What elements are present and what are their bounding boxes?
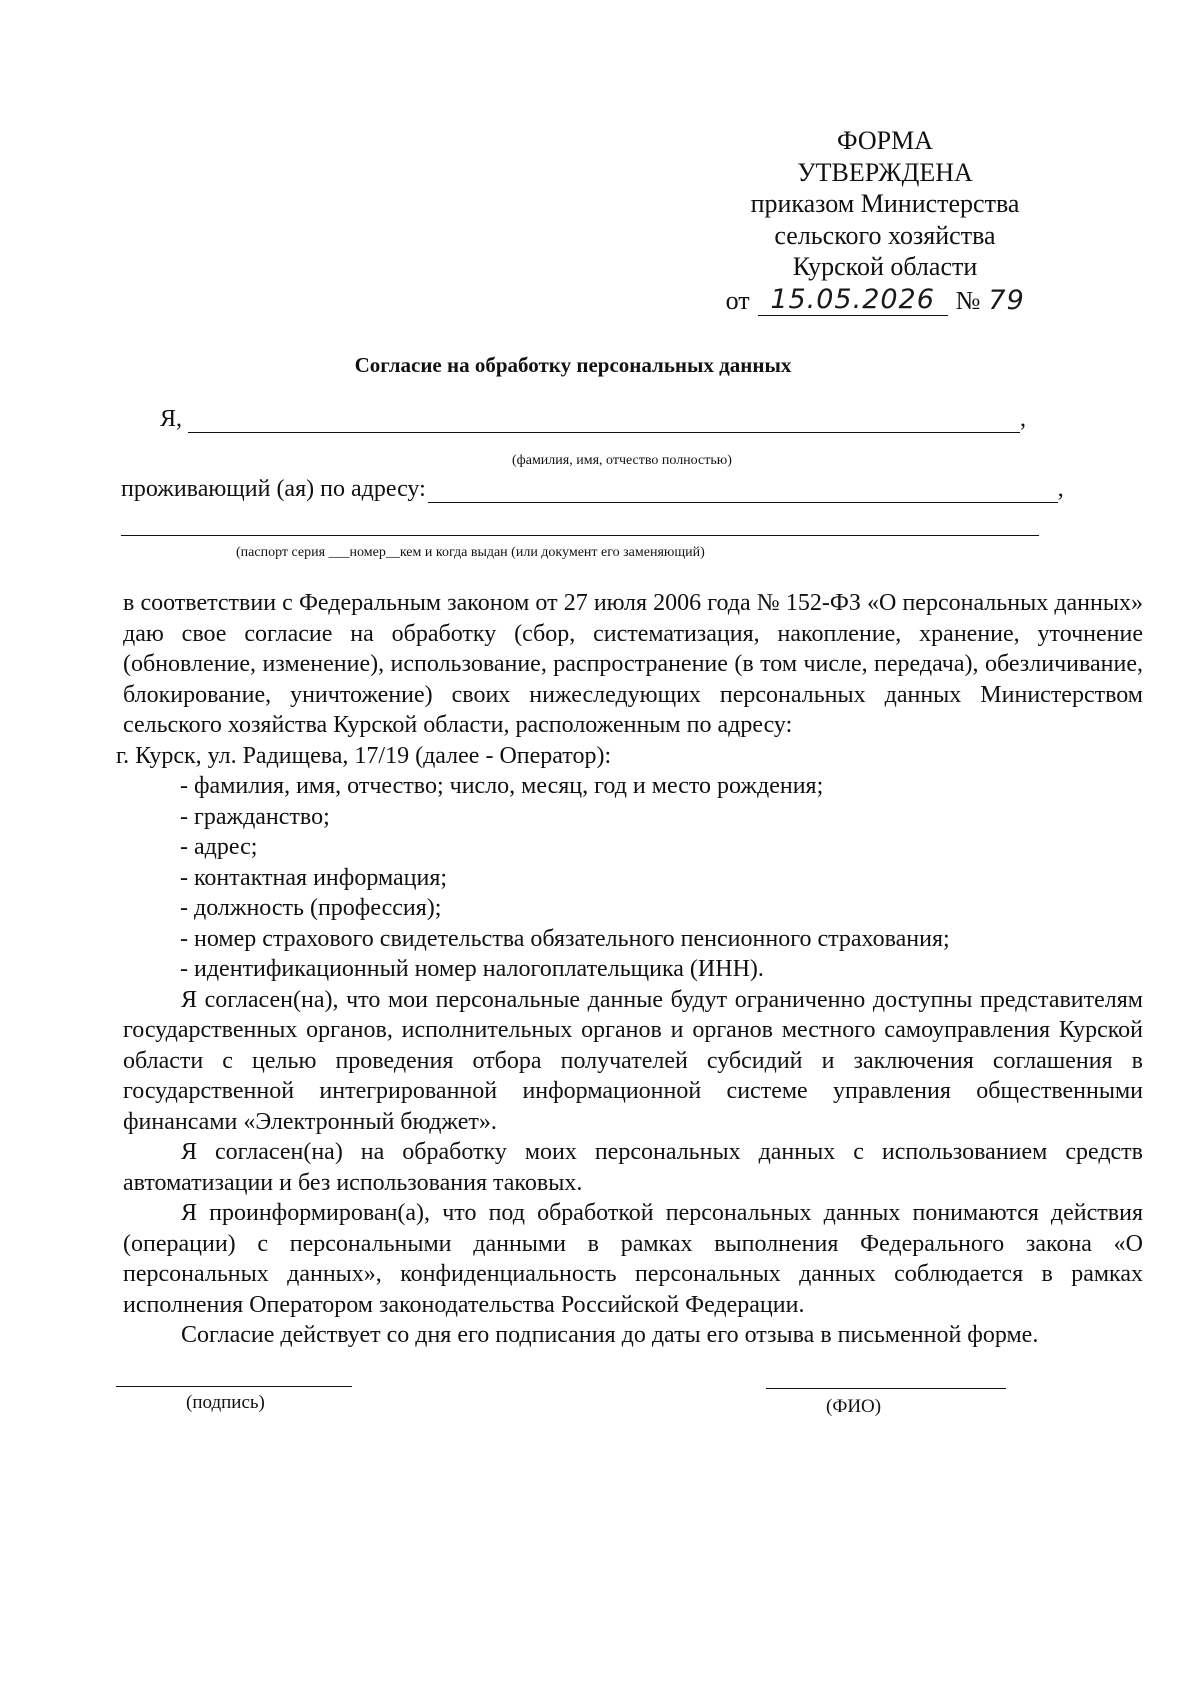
list-item: - должность (профессия);	[180, 895, 442, 921]
list-item: - гражданство;	[180, 803, 330, 830]
operator-address: г. Курск, ул. Радищева, 17/19 (далее - Оператор):	[116, 742, 612, 769]
access-paragraph: Я согласен(на), что мои персональные данные будут ограниченно доступны представителям государственных органов, исполнительных органов и органов местного самоуправления Курской области с целью проведения отбора получателей субсидий и заключения соглашения в государственной интегрированной информационной системе управления общественными финансами «Электронный бюджет».	[123, 986, 1143, 1135]
name-hint: (фамилия, имя, отчество полностью)	[512, 453, 732, 468]
i-label: Я,	[160, 406, 183, 432]
approval-line-ministry: сельского хозяйства	[774, 220, 996, 250]
passport-hint: (паспорт серия ___номер__кем и когда выдан (или документ его заменяющий)	[236, 545, 705, 560]
automation-paragraph: Я согласен(на) на обработку моих персональных данных с использованием средств автоматизации и без использования таковых.	[123, 1139, 1143, 1196]
address-field-line[interactable]	[428, 478, 1058, 503]
list-item: - идентификационный номер налогоплательщика (ИНН).	[180, 956, 764, 982]
intro-paragraph: в соответствии с Федеральным законом от 27 июля 2006 года № 152-ФЗ «О персональных данных» даю свое согласие на обработку (сбор, систематизация, накопление, хранение, уточнение (обновление, изменение), использование, распространение (в том числе, передача), обезличивание, блокирование, уничтожение) своих нижеследующих персональных данных Министерством сельского хозяйства Курской области, расположенным по адресу:	[123, 590, 1143, 738]
approval-block	[720, 125, 1050, 316]
approval-line-region: Курской области	[792, 252, 978, 281]
list-item: - номер страхового свидетельства обязательного пенсионного страхования;	[180, 925, 950, 952]
number-sign: №	[955, 285, 981, 315]
document-title: Согласие на обработку персональных данных	[354, 353, 792, 377]
full-name-label: (ФИО)	[826, 1396, 882, 1417]
list-item: - адрес;	[180, 834, 258, 860]
list-item: - фамилия, имя, отчество; число, месяц, год и место рождения;	[180, 773, 824, 799]
validity-paragraph: Согласие действует со дня его подписания до даты его отзыва в письменной форме.	[181, 1322, 1039, 1348]
personal-data-list	[123, 771, 1143, 985]
address-row	[121, 476, 1064, 503]
passport-field-line[interactable]	[121, 535, 1039, 536]
name-comma: ,	[1020, 406, 1027, 432]
approval-line-order: приказом Министерства	[750, 189, 1020, 218]
approval-line-form: ФОРМА	[837, 126, 933, 155]
handwritten-date: 15.05.2026	[758, 285, 948, 316]
approval-date-line	[720, 285, 1050, 317]
name-row	[160, 406, 1026, 433]
full-name-line[interactable]	[766, 1388, 1006, 1389]
address-label: проживающий (ая) по адресу:	[121, 476, 426, 502]
signature-label: (подпись)	[186, 1392, 265, 1413]
handwritten-order-number: 79	[988, 285, 1025, 316]
address-comma: ,	[1057, 476, 1064, 502]
approval-line-approved: УТВЕРЖДЕНА	[797, 157, 973, 187]
list-item: - контактная информация;	[180, 864, 448, 891]
signature-line[interactable]	[116, 1386, 352, 1387]
informed-paragraph: Я проинформирован(а), что под обработкой персональных данных понимаются действия (операции) с персональными данными в рамках выполнения Федерального закона «О персональных данных», конфиденциальность персональных данных соблюдается в рамках исполнения Оператором законодательства Российской Федерации.	[123, 1200, 1143, 1318]
consent-body	[116, 588, 1143, 1351]
name-field-line[interactable]	[188, 408, 1020, 433]
date-prefix: от	[725, 285, 750, 315]
